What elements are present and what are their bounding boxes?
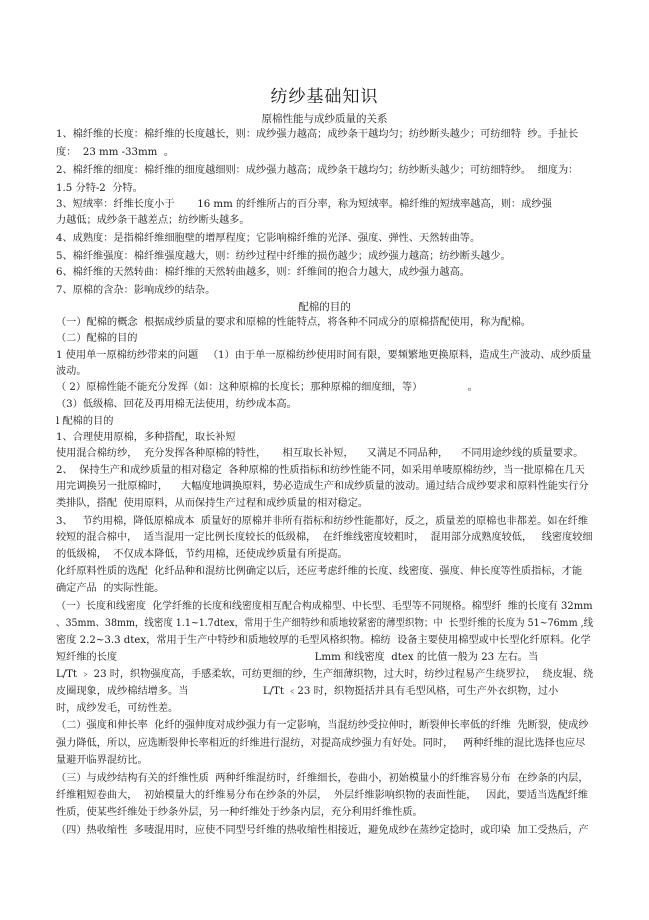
text-line: 量避开临界混纺比。 bbox=[56, 755, 148, 766]
text-line: 密度 2.2~3.3 dtex，常用于生产中特纱和质地较厚的毛型风格织物。棉纺 设备主要使用棉型或中长型化纤原料。化学 bbox=[56, 635, 591, 646]
text-line: （二）配棉的目的 bbox=[56, 333, 138, 344]
text-line: 用完调换另一批原棉时， 大幅度地调换原料，势必造成生产和成纱质量的波动。通过结合成纱要求和原料性能实行分 bbox=[56, 481, 589, 492]
text-line: （一）配棉的概念 根据成纱质量的要求和原棉的性能特点，将各种不同成分的原棉搭配使用，称为配棉。 bbox=[56, 317, 532, 328]
text-line: （二）强度和伸长率 化纤的强伸度对成纱强力有一定影响，当混纺纱受拉伸时，断裂伸长率低的纤维 先断裂，使成纱 bbox=[56, 720, 589, 731]
text-line: 使用混合棉纺纱， 充分发挥各种原棉的特性， 相互取长补短， 又满足不同品种， 不同用途纱线的质量要求。 bbox=[56, 448, 584, 459]
text-line: （三）与成纱结构有关的纤维性质 两种纤维混纺时，纤维细长，卷曲小，初始模量小的纤维容易分布 在纱条的内层， bbox=[56, 773, 589, 784]
text-line: 皮圈现象，成纱棉结增多。当 L/Tt ﹤23 时，织物挺括并具有毛型风格，可生产外衣织物，过小 bbox=[56, 686, 559, 697]
text-line: l 配棉的目的 bbox=[56, 416, 114, 427]
text-line: 1.5 分特-2 分特。 bbox=[56, 183, 143, 194]
text-line: 时，成纱发毛，可纺性差。 bbox=[56, 703, 179, 714]
text-line: 1、合理使用原棉，多种搭配，取长补短 bbox=[56, 432, 236, 443]
text-line: 较短的混合棉中， 适当混用一定比例长度较长的低级棉， 在纤维线密度较粗时， 混用部分成熟度较低， 线密度较细 bbox=[56, 532, 593, 543]
text-line: 3、 节约用棉，降低原棉成本 质量好的原棉并非所有指标和纺纱性能都好，反之，质量差的原棉也非都差。如在纤维 bbox=[56, 516, 589, 527]
text-line: 6、棉纤维的天然转曲：棉纤维的天然转曲越多，则：纤维间的抱合力越大，成纱强力越高。 bbox=[56, 267, 470, 278]
text-line: 强力降低，所以，应选断裂伸长率相近的纤维进行混纺，对提高成纱强力有好处。同时， 两种纤维的混比选择也应尽 bbox=[56, 738, 586, 749]
text-line: 2、棉纤维的细度：棉纤维的细度越细则：成纱强力越高；成纱条干越均匀；纺纱断头越少；可纺细特纱。 细度为： bbox=[56, 165, 579, 176]
section-heading-raw-cotton: 原棉性能与成纱质量的关系 bbox=[261, 113, 388, 125]
text-line: 性质，使某些纤维处于纱条外层，另一种纤维处于纱条内层，充分利用纤维性质。 bbox=[56, 807, 423, 818]
page-title: 纺纱基础知识 bbox=[270, 87, 379, 107]
text-line: 类排队，搭配 使用原料，从而保持生产过程和成纱质量的相对稳定。 bbox=[56, 498, 369, 509]
text-line: 1 使用单一原棉纺纱带来的问题 （1）由于单一原棉纺纱使用时间有限，要频繁地更换原料，造成生产波动、成纱质量 bbox=[56, 350, 592, 361]
text-line: 4、成熟度：是指棉纤维细胞壁的增厚程度；它影响棉纤维的光泽、强度、弹性、天然转曲等。 bbox=[56, 233, 481, 244]
text-line: 7、原棉的含杂：影响成纱的结杂。 bbox=[56, 285, 216, 296]
text-line: （ 2）原棉性能不能充分发挥（如：这种原棉的长度长；那种原棉的细度细，等） 。 bbox=[56, 382, 478, 393]
text-line: 、35mm、38mm，线密度 1.1~1.7dtex，常用于生产细特纱和质地较紧密的薄型织物；中 长型纤维的长度为 51~76mm ,线 bbox=[56, 618, 594, 629]
text-line: （3）低级棉、回花及再用棉无法使用，纺纱成本高。 bbox=[56, 399, 297, 410]
text-line: 纤维粗短卷曲大， 初始模量大的纤维易分布在纱条的外层， 外层纤维影响织物的表面性能， 因此，要适当选配纤维 bbox=[56, 790, 589, 801]
text-line: 短纤维的长度 Lmm 和线密度 dtex 的比值一般为 23 左右。当 bbox=[56, 652, 539, 663]
text-line: 波动。 bbox=[56, 366, 87, 377]
text-line: （一）长度和线密度 化学纤维的长度和线密度相互配合构成棉型、中长型、毛型等不同规格。棉型纤 维的长度有 32mm bbox=[56, 601, 593, 612]
text-line: 2、 保持生产和成纱质量的相对稳定 各种原棉的性质指标和纺纱性能不同，如采用单唛原棉纺纱，当一批原棉在几天 bbox=[56, 465, 585, 476]
text-line: 确定产品 的实际性能。 bbox=[56, 583, 165, 594]
text-line: 1、棉纤维的长度：棉纤维的长度越长，则：成纱强力越高；成纱条干越均匀；纺纱断头越少；可纺细特 纱。手扯长 bbox=[56, 129, 579, 140]
text-line: 化纤原料性质的选配 化纤品种和混纺比例确定以后，还应考虑纤维的长度、线密度、强度、伸长度等性质指标，才能 bbox=[56, 566, 583, 577]
text-line: 3、短绒率：纤维长度小于 16 mm 的纤维所占的百分率，称为短绒率。棉纤维的短绒率越高，则：成纱强 bbox=[56, 199, 552, 210]
text-line: （四）热收缩性 多唛混用时，应使不同型号纤维的热收缩性相接近，避免成纱在蒸纱定捻时，或印染 加工受热后，产 bbox=[56, 825, 589, 836]
section-heading-blending: 配棉的目的 bbox=[298, 301, 351, 313]
text-line: 5、棉纤维强度：棉纤维强度越大，则：纺纱过程中纤维的损伤越少；成纱强力越高；纺纱断头越少。 bbox=[56, 251, 511, 262]
text-line: L/Tt ﹥ 23 时，织物强度高，手感柔软，可纺更细的纱，生产细薄织物，过大时，纺纱过程易产生绕罗拉， 绕皮辊、绕 bbox=[56, 669, 594, 680]
text-line: 力越低；成纱条干越差点；纺纱断头越多。 bbox=[56, 215, 250, 226]
text-line: 的低级棉， 不仅成本降低，节约用棉，还使成纱质量有所提高。 bbox=[56, 549, 348, 560]
text-line: 度： 23 mm -33mm 。 bbox=[56, 147, 175, 158]
